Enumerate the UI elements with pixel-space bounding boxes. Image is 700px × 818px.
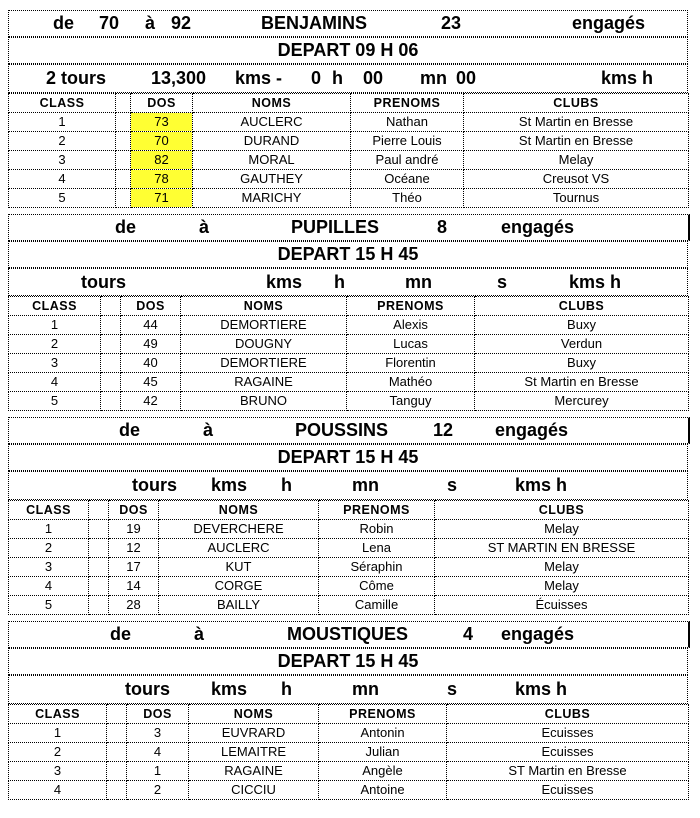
class-cell: 3 (9, 151, 116, 170)
nom-cell: BAILLY (159, 596, 319, 615)
depart-text: DEPART 15 H 45 (277, 651, 419, 671)
kms-value: 13,300 (151, 68, 207, 88)
seconds-label: s (447, 679, 458, 699)
engaged-label: engagés (572, 13, 646, 33)
a-label: à (194, 624, 205, 644)
engaged-count: 23 (441, 13, 462, 33)
depart-text: DEPART 15 H 45 (277, 447, 419, 467)
dos-cell: 3 (127, 724, 189, 743)
nom-cell: CORGE (159, 577, 319, 596)
tours: tours (125, 679, 170, 699)
hours-label: h (334, 271, 345, 292)
nom-cell: DOUGNY (181, 335, 347, 354)
club-cell: St Martin en Bresse (475, 373, 689, 392)
nom-cell: EUVRARD (189, 724, 319, 743)
prenom-cell: Angèle (319, 762, 447, 781)
nom-cell: DEMORTIERE (181, 316, 347, 335)
minutes-label: mn (352, 679, 379, 699)
dos-cell: 82 (131, 151, 193, 170)
class-cell: 1 (9, 520, 89, 539)
table-row (9, 781, 689, 800)
class-cell: 4 (9, 577, 89, 596)
prenom-cell: Julian (319, 743, 447, 762)
table-header-row (9, 705, 689, 724)
de-label: de (119, 420, 141, 440)
prenom-cell: Alexis (347, 316, 475, 335)
class-header: CLASS (9, 501, 89, 520)
a-label: à (199, 217, 210, 237)
dos-cell: 4 (127, 743, 189, 762)
table-row (9, 132, 689, 151)
category-name: POUSSINS (295, 420, 389, 440)
engaged-count: 4 (463, 624, 474, 644)
nom-cell: LEMAITRE (189, 743, 319, 762)
club-cell: St Martin en Bresse (464, 132, 689, 151)
hours-value: 0 (311, 68, 322, 88)
prenom-cell: Antoine (319, 781, 447, 800)
class-header: CLASS (9, 94, 116, 113)
dos-cell: 42 (121, 392, 181, 411)
poussins-category-header (8, 417, 690, 444)
class-cell: 2 (9, 539, 89, 558)
table-row (9, 335, 689, 354)
kms-label: kms - (235, 68, 283, 88)
dos-cell: 73 (131, 113, 193, 132)
minutes-label: mn (420, 68, 447, 88)
nom-cell: DEMORTIERE (181, 354, 347, 373)
class-cell: 4 (9, 170, 116, 189)
benjamins-results-line (8, 64, 688, 93)
kmh-label: kms h (515, 475, 568, 495)
club-cell: Creusot VS (464, 170, 689, 189)
nom-cell: DEVERCHERE (159, 520, 319, 539)
prenom-cell: Florentin (347, 354, 475, 373)
table-row (9, 316, 689, 335)
clubs-header: CLUBS (475, 297, 689, 316)
pupilles-depart (8, 241, 688, 268)
poussins-depart (8, 444, 688, 471)
de-label: de (53, 13, 75, 33)
table-row (9, 113, 689, 132)
kmh-label: kms h (515, 679, 568, 699)
table-row (9, 724, 689, 743)
table-row (9, 762, 689, 781)
dos-cell: 44 (121, 316, 181, 335)
club-cell: ST Martin en Bresse (447, 762, 689, 781)
table-row (9, 189, 689, 208)
prenoms-header: PRENOMS (319, 501, 435, 520)
prenom-cell: Océane (351, 170, 464, 189)
seconds-value: 00 (456, 68, 477, 88)
club-cell: Buxy (475, 354, 689, 373)
nom-cell: GAUTHEY (193, 170, 351, 189)
dos-header: DOS (127, 705, 189, 724)
benjamins-category-header (8, 10, 688, 37)
club-cell: Tournus (464, 189, 689, 208)
moustiques-results-line (8, 675, 688, 704)
class-header: CLASS (9, 705, 107, 724)
prenom-cell: Théo (351, 189, 464, 208)
class-cell: 1 (9, 113, 116, 132)
club-cell: ST MARTIN EN BRESSE (435, 539, 689, 558)
to-age: 92 (171, 13, 192, 33)
dos-cell: 2 (127, 781, 189, 800)
kmh-label: kms h (601, 68, 654, 88)
prenom-cell: Paul andré (351, 151, 464, 170)
table-row (9, 577, 689, 596)
de-label: de (110, 624, 132, 644)
hours-label: h (332, 68, 343, 88)
table-row (9, 373, 689, 392)
prenom-cell: Côme (319, 577, 435, 596)
prenom-cell: Camille (319, 596, 435, 615)
class-cell: 5 (9, 596, 89, 615)
class-cell: 3 (9, 558, 89, 577)
club-cell: Melay (435, 577, 689, 596)
dos-header: DOS (131, 94, 193, 113)
category-name: MOUSTIQUES (287, 624, 409, 644)
table-header-row (9, 94, 689, 113)
dos-cell: 28 (109, 596, 159, 615)
prenom-cell: Séraphin (319, 558, 435, 577)
dos-cell: 40 (121, 354, 181, 373)
prenom-cell: Mathéo (347, 373, 475, 392)
noms-header: NOMS (193, 94, 351, 113)
table-row (9, 596, 689, 615)
kms-label: kms (266, 271, 303, 292)
seconds-label: s (447, 475, 458, 495)
class-cell: 3 (9, 354, 101, 373)
category-name: BENJAMINS (261, 13, 368, 33)
class-cell: 2 (9, 743, 107, 762)
engaged-label: engagés (501, 624, 575, 644)
nom-cell: DURAND (193, 132, 351, 151)
class-cell: 5 (9, 189, 116, 208)
engaged-count: 8 (437, 217, 448, 237)
tours: tours (81, 271, 126, 292)
club-cell: Melay (435, 558, 689, 577)
club-cell: Mercurey (475, 392, 689, 411)
table-header-row (9, 297, 689, 316)
a-label: à (145, 13, 156, 33)
prenoms-header: PRENOMS (319, 705, 447, 724)
table-row (9, 520, 689, 539)
noms-header: NOMS (159, 501, 319, 520)
class-cell: 4 (9, 781, 107, 800)
table-row (9, 539, 689, 558)
dos-cell: 49 (121, 335, 181, 354)
table-row (9, 743, 689, 762)
club-cell: Melay (464, 151, 689, 170)
prenom-cell: Lucas (347, 335, 475, 354)
club-cell: Ecuisses (447, 781, 689, 800)
table-row (9, 392, 689, 411)
dos-cell: 12 (109, 539, 159, 558)
nom-cell: CICCIU (189, 781, 319, 800)
prenom-cell: Antonin (319, 724, 447, 743)
prenoms-header: PRENOMS (351, 94, 464, 113)
tours: 2 tours (46, 68, 107, 88)
hours-label: h (281, 679, 292, 699)
dos-cell: 14 (109, 577, 159, 596)
class-cell: 1 (9, 316, 101, 335)
benjamins-depart (8, 37, 688, 64)
table-row (9, 170, 689, 189)
minutes-label: mn (405, 271, 432, 292)
noms-header: NOMS (181, 297, 347, 316)
class-cell: 4 (9, 373, 101, 392)
engaged-count: 12 (433, 420, 454, 440)
hours-label: h (281, 475, 292, 495)
poussins-table (8, 500, 689, 615)
nom-cell: AUCLERC (193, 113, 351, 132)
minutes-value: 00 (363, 68, 384, 88)
class-cell: 2 (9, 335, 101, 354)
club-cell: Écuisses (435, 596, 689, 615)
prenoms-header: PRENOMS (347, 297, 475, 316)
dos-cell: 71 (131, 189, 193, 208)
nom-cell: MORAL (193, 151, 351, 170)
club-cell: Ecuisses (447, 743, 689, 762)
clubs-header: CLUBS (464, 94, 689, 113)
prenom-cell: Pierre Louis (351, 132, 464, 151)
pupilles-category-header (8, 214, 690, 241)
pupilles-results-line (8, 268, 688, 296)
nom-cell: AUCLERC (159, 539, 319, 558)
club-cell: Buxy (475, 316, 689, 335)
table-row (9, 558, 689, 577)
kms-label: kms (211, 679, 248, 699)
class-cell: 2 (9, 132, 116, 151)
poussins-results-line (8, 471, 688, 500)
dos-cell: 17 (109, 558, 159, 577)
dos-cell: 1 (127, 762, 189, 781)
clubs-header: CLUBS (435, 501, 689, 520)
engaged-label: engagés (495, 420, 569, 440)
de-label: de (115, 217, 137, 237)
club-cell: Melay (435, 520, 689, 539)
depart-text: DEPART 15 H 45 (277, 244, 419, 264)
nom-cell: KUT (159, 558, 319, 577)
prenom-cell: Lena (319, 539, 435, 558)
moustiques-depart (8, 648, 688, 675)
dos-header: DOS (109, 501, 159, 520)
club-cell: Ecuisses (447, 724, 689, 743)
nom-cell: RAGAINE (189, 762, 319, 781)
prenom-cell: Nathan (351, 113, 464, 132)
a-label: à (203, 420, 214, 440)
table-row (9, 151, 689, 170)
table-header-row (9, 501, 689, 520)
prenom-cell: Tanguy (347, 392, 475, 411)
pupilles-table (8, 296, 689, 411)
class-cell: 5 (9, 392, 101, 411)
kms-label: kms (211, 475, 248, 495)
nom-cell: RAGAINE (181, 373, 347, 392)
engaged-label: engagés (501, 217, 575, 237)
prenom-cell: Robin (319, 520, 435, 539)
depart-text: DEPART 09 H 06 (277, 40, 419, 60)
category-name: PUPILLES (291, 217, 380, 237)
moustiques-category-header (8, 621, 690, 648)
clubs-header: CLUBS (447, 705, 689, 724)
dos-cell: 70 (131, 132, 193, 151)
benjamins-table (8, 93, 689, 208)
dos-cell: 45 (121, 373, 181, 392)
class-header: CLASS (9, 297, 101, 316)
kmh-label: kms h (569, 271, 622, 292)
seconds-label: s (497, 271, 508, 292)
class-cell: 3 (9, 762, 107, 781)
minutes-label: mn (352, 475, 379, 495)
nom-cell: BRUNO (181, 392, 347, 411)
class-cell: 1 (9, 724, 107, 743)
dos-cell: 78 (131, 170, 193, 189)
from-age: 70 (99, 13, 120, 33)
nom-cell: MARICHY (193, 189, 351, 208)
noms-header: NOMS (189, 705, 319, 724)
moustiques-table (8, 704, 689, 800)
tours: tours (132, 475, 177, 495)
dos-header: DOS (121, 297, 181, 316)
table-row (9, 354, 689, 373)
dos-cell: 19 (109, 520, 159, 539)
club-cell: Verdun (475, 335, 689, 354)
club-cell: St Martin en Bresse (464, 113, 689, 132)
